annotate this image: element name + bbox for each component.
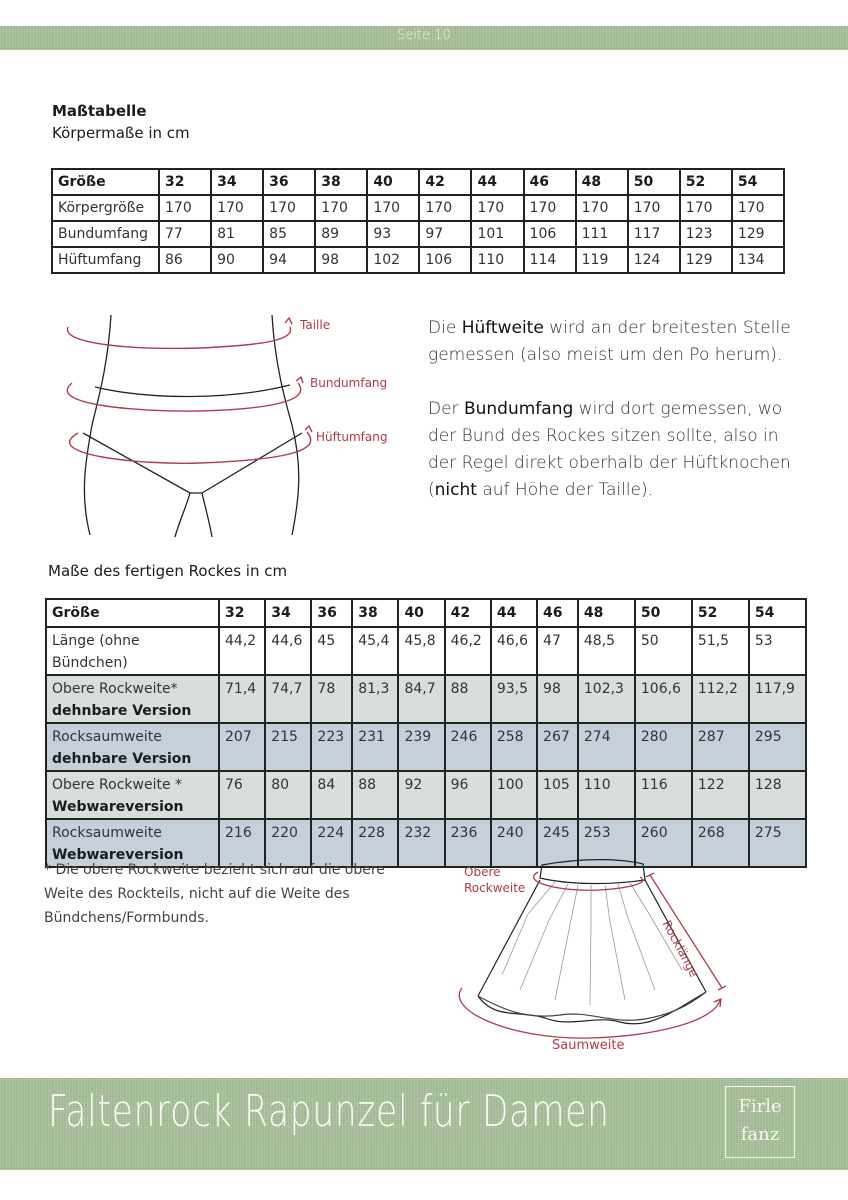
value-cell: 44,6 xyxy=(265,627,311,675)
value-cell: 106 xyxy=(419,247,471,273)
value-cell: 97 xyxy=(419,221,471,247)
value-cell: 86 xyxy=(159,247,211,273)
value-cell: 123 xyxy=(680,221,732,247)
value-cell: 207 xyxy=(219,723,265,771)
value-cell: 46,6 xyxy=(491,627,537,675)
size-header-cell: 40 xyxy=(398,599,444,627)
value-cell: 170 xyxy=(367,195,419,221)
value-cell: 45,4 xyxy=(352,627,398,675)
value-cell: 106,6 xyxy=(635,675,692,723)
hem-width-ring xyxy=(459,988,720,1038)
body-measurement-diagram xyxy=(40,305,420,545)
label-hip: Hüftumfang xyxy=(316,430,388,444)
size-header-cell: 38 xyxy=(315,169,367,195)
size-header-cell: 34 xyxy=(211,169,263,195)
size-chart-heading xyxy=(52,100,190,144)
value-cell: 105 xyxy=(537,771,578,819)
row-label-main: Rocksaumweite xyxy=(52,729,162,745)
value-cell: 122 xyxy=(692,771,749,819)
value-cell: 116 xyxy=(635,771,692,819)
pattern-title: Faltenrock Rapunzel für Damen xyxy=(48,1086,610,1137)
value-cell: 81 xyxy=(211,221,263,247)
value-cell: 228 xyxy=(352,819,398,867)
header-cell: Größe xyxy=(52,169,159,195)
size-header-cell: 50 xyxy=(628,169,680,195)
row-label xyxy=(46,771,219,819)
row-label-variant: dehnbare Version xyxy=(52,751,192,767)
size-header-cell: 46 xyxy=(537,599,578,627)
value-cell: 46,2 xyxy=(445,627,491,675)
value-cell: 111 xyxy=(576,221,628,247)
skirt-waistband xyxy=(540,860,645,884)
size-header-cell: 42 xyxy=(419,169,471,195)
row-label: Hüftumfang xyxy=(52,247,159,273)
value-cell: 224 xyxy=(311,819,352,867)
value-cell: 85 xyxy=(263,221,315,247)
skirt-hem xyxy=(478,992,706,1024)
value-cell: 112,2 xyxy=(692,675,749,723)
table-row xyxy=(52,247,784,273)
size-chart-title: Maßtabelle xyxy=(52,102,147,120)
value-cell: 170 xyxy=(576,195,628,221)
value-cell: 74,7 xyxy=(265,675,311,723)
value-cell: 129 xyxy=(732,221,784,247)
value-cell: 84,7 xyxy=(398,675,444,723)
size-header-cell: 36 xyxy=(263,169,315,195)
value-cell: 124 xyxy=(628,247,680,273)
value-cell: 110 xyxy=(471,247,523,273)
row-label-variant: Webwareversion xyxy=(52,847,184,863)
value-cell: 129 xyxy=(680,247,732,273)
value-cell: 92 xyxy=(398,771,444,819)
value-cell: 47 xyxy=(537,627,578,675)
value-cell: 44,2 xyxy=(219,627,265,675)
value-cell: 268 xyxy=(692,819,749,867)
size-header-cell: 52 xyxy=(680,169,732,195)
label-waistband: Bundumfang xyxy=(310,376,388,390)
row-label: Körpergröße xyxy=(52,195,159,221)
size-header-cell: 46 xyxy=(524,169,576,195)
brand-logo: Firle fanz xyxy=(725,1086,795,1158)
value-cell: 223 xyxy=(311,723,352,771)
crotch xyxy=(175,493,212,537)
row-label-main: Rocksaumweite xyxy=(52,825,162,841)
value-cell: 50 xyxy=(635,627,692,675)
value-cell: 170 xyxy=(263,195,315,221)
finished-skirt-table xyxy=(45,598,807,868)
table-row xyxy=(52,195,784,221)
skirt-measurements-heading: Maße des fertigen Rockes in cm xyxy=(48,562,288,580)
value-cell: 280 xyxy=(635,723,692,771)
row-label xyxy=(46,675,219,723)
value-cell: 96 xyxy=(445,771,491,819)
value-cell: 170 xyxy=(159,195,211,221)
panty-line-right xyxy=(202,433,302,493)
value-cell: 245 xyxy=(537,819,578,867)
value-cell: 117,9 xyxy=(749,675,806,723)
value-cell: 89 xyxy=(315,221,367,247)
value-cell: 102,3 xyxy=(578,675,635,723)
size-header-cell: 32 xyxy=(159,169,211,195)
size-header-cell: 34 xyxy=(265,599,311,627)
value-cell: 117 xyxy=(628,221,680,247)
value-cell: 48,5 xyxy=(578,627,635,675)
table-header-row xyxy=(46,599,806,627)
skirt-pleat xyxy=(528,882,648,925)
skirt-side-left xyxy=(478,880,540,996)
value-cell: 53 xyxy=(749,627,806,675)
value-cell: 246 xyxy=(445,723,491,771)
value-cell: 295 xyxy=(749,723,806,771)
value-cell: 110 xyxy=(578,771,635,819)
hip-measure-ring xyxy=(70,432,311,463)
value-cell: 80 xyxy=(265,771,311,819)
value-cell: 134 xyxy=(732,247,784,273)
value-cell: 170 xyxy=(680,195,732,221)
value-cell: 90 xyxy=(211,247,263,273)
table-row xyxy=(46,771,806,819)
table-header-row xyxy=(52,169,784,195)
label-waist: Taille xyxy=(300,318,331,332)
value-cell: 287 xyxy=(692,723,749,771)
size-header-cell: 44 xyxy=(471,169,523,195)
body-measurements-table xyxy=(51,168,785,274)
value-cell: 231 xyxy=(352,723,398,771)
row-label-main: Länge (ohne Bündchen) xyxy=(52,633,140,671)
footnote: * Die obere Rockweite bezieht sich auf die obere Weite des Rockteils, nicht auf die Weite des Bündchens/Formbunds. xyxy=(44,862,385,926)
size-header-cell: 36 xyxy=(311,599,352,627)
table-row xyxy=(52,221,784,247)
body-measurements-subtitle: Körpermaße in cm xyxy=(52,124,190,142)
header-cell: Größe xyxy=(46,599,219,627)
value-cell: 170 xyxy=(732,195,784,221)
value-cell: 84 xyxy=(311,771,352,819)
skirt-pleat-fade xyxy=(502,912,682,1005)
size-header-cell: 54 xyxy=(749,599,806,627)
value-cell: 100 xyxy=(491,771,537,819)
value-cell: 275 xyxy=(749,819,806,867)
table-row xyxy=(46,627,806,675)
value-cell: 253 xyxy=(578,819,635,867)
value-cell: 267 xyxy=(537,723,578,771)
value-cell: 94 xyxy=(263,247,315,273)
size-header-cell: 50 xyxy=(635,599,692,627)
value-cell: 170 xyxy=(211,195,263,221)
value-cell: 78 xyxy=(311,675,352,723)
waistband-description: Der Bundumfang wird dort gemessen, wo der Bund des Rockes sitzen sollte, also in der Regel direkt oberhalb der Hüftknochen (nicht auf Höhe der Taille). xyxy=(428,399,791,500)
body-outline-left xyxy=(84,315,111,535)
value-cell: 93 xyxy=(367,221,419,247)
value-cell: 170 xyxy=(315,195,367,221)
row-label-variant: dehnbare Version xyxy=(52,703,192,719)
label-hem-width: Saumweite xyxy=(552,1038,625,1053)
value-cell: 232 xyxy=(398,819,444,867)
top-banner xyxy=(0,26,848,50)
hip-description: Die Hüftweite wird an der breitesten Stelle gemessen (also meist um den Po herum). xyxy=(428,318,791,365)
size-header-cell: 52 xyxy=(692,599,749,627)
table-row xyxy=(46,675,806,723)
value-cell: 215 xyxy=(265,723,311,771)
row-label-variant: Webwareversion xyxy=(52,799,184,815)
label-skirt-length: Rocklänge xyxy=(659,918,702,980)
value-cell: 258 xyxy=(491,723,537,771)
size-header-cell: 44 xyxy=(491,599,537,627)
size-header-cell: 48 xyxy=(576,169,628,195)
waistband-line xyxy=(95,385,290,397)
hip-arrow xyxy=(305,426,312,432)
value-cell: 274 xyxy=(578,723,635,771)
waist-arrow xyxy=(285,318,292,324)
value-cell: 170 xyxy=(628,195,680,221)
row-label: Bundumfang xyxy=(52,221,159,247)
table-row xyxy=(46,723,806,771)
value-cell: 88 xyxy=(352,771,398,819)
hipband-arrow xyxy=(296,377,303,383)
size-header-cell: 48 xyxy=(578,599,635,627)
row-label-main: Obere Rockweite * xyxy=(52,777,183,793)
value-cell: 170 xyxy=(471,195,523,221)
value-cell: 45 xyxy=(311,627,352,675)
value-cell: 236 xyxy=(445,819,491,867)
size-header-cell: 40 xyxy=(367,169,419,195)
value-cell: 98 xyxy=(537,675,578,723)
value-cell: 114 xyxy=(524,247,576,273)
value-cell: 170 xyxy=(419,195,471,221)
value-cell: 106 xyxy=(524,221,576,247)
value-cell: 98 xyxy=(315,247,367,273)
row-label-main: Obere Rockweite* xyxy=(52,681,178,697)
value-cell: 51,5 xyxy=(692,627,749,675)
size-header-cell: 32 xyxy=(219,599,265,627)
value-cell: 260 xyxy=(635,819,692,867)
value-cell: 71,4 xyxy=(219,675,265,723)
measurement-description xyxy=(428,315,808,531)
value-cell: 76 xyxy=(219,771,265,819)
value-cell: 220 xyxy=(265,819,311,867)
value-cell: 170 xyxy=(524,195,576,221)
value-cell: 81,3 xyxy=(352,675,398,723)
label-top-width: Obere Rockweite xyxy=(464,865,526,895)
size-header-cell: 42 xyxy=(445,599,491,627)
value-cell: 101 xyxy=(471,221,523,247)
size-header-cell: 54 xyxy=(732,169,784,195)
value-cell: 93,5 xyxy=(491,675,537,723)
row-label xyxy=(46,723,219,771)
footer-banner xyxy=(0,1078,848,1170)
value-cell: 102 xyxy=(367,247,419,273)
row-label xyxy=(46,627,219,675)
page-number: Seite 10 xyxy=(397,28,451,43)
value-cell: 119 xyxy=(576,247,628,273)
value-cell: 128 xyxy=(749,771,806,819)
waist-measure-ring xyxy=(67,327,290,348)
value-cell: 45,8 xyxy=(398,627,444,675)
body-outline-right xyxy=(272,315,299,535)
skirt-hem-back xyxy=(478,992,706,1020)
value-cell: 240 xyxy=(491,819,537,867)
value-cell: 216 xyxy=(219,819,265,867)
value-cell: 88 xyxy=(445,675,491,723)
value-cell: 77 xyxy=(159,221,211,247)
size-header-cell: 38 xyxy=(352,599,398,627)
value-cell: 239 xyxy=(398,723,444,771)
